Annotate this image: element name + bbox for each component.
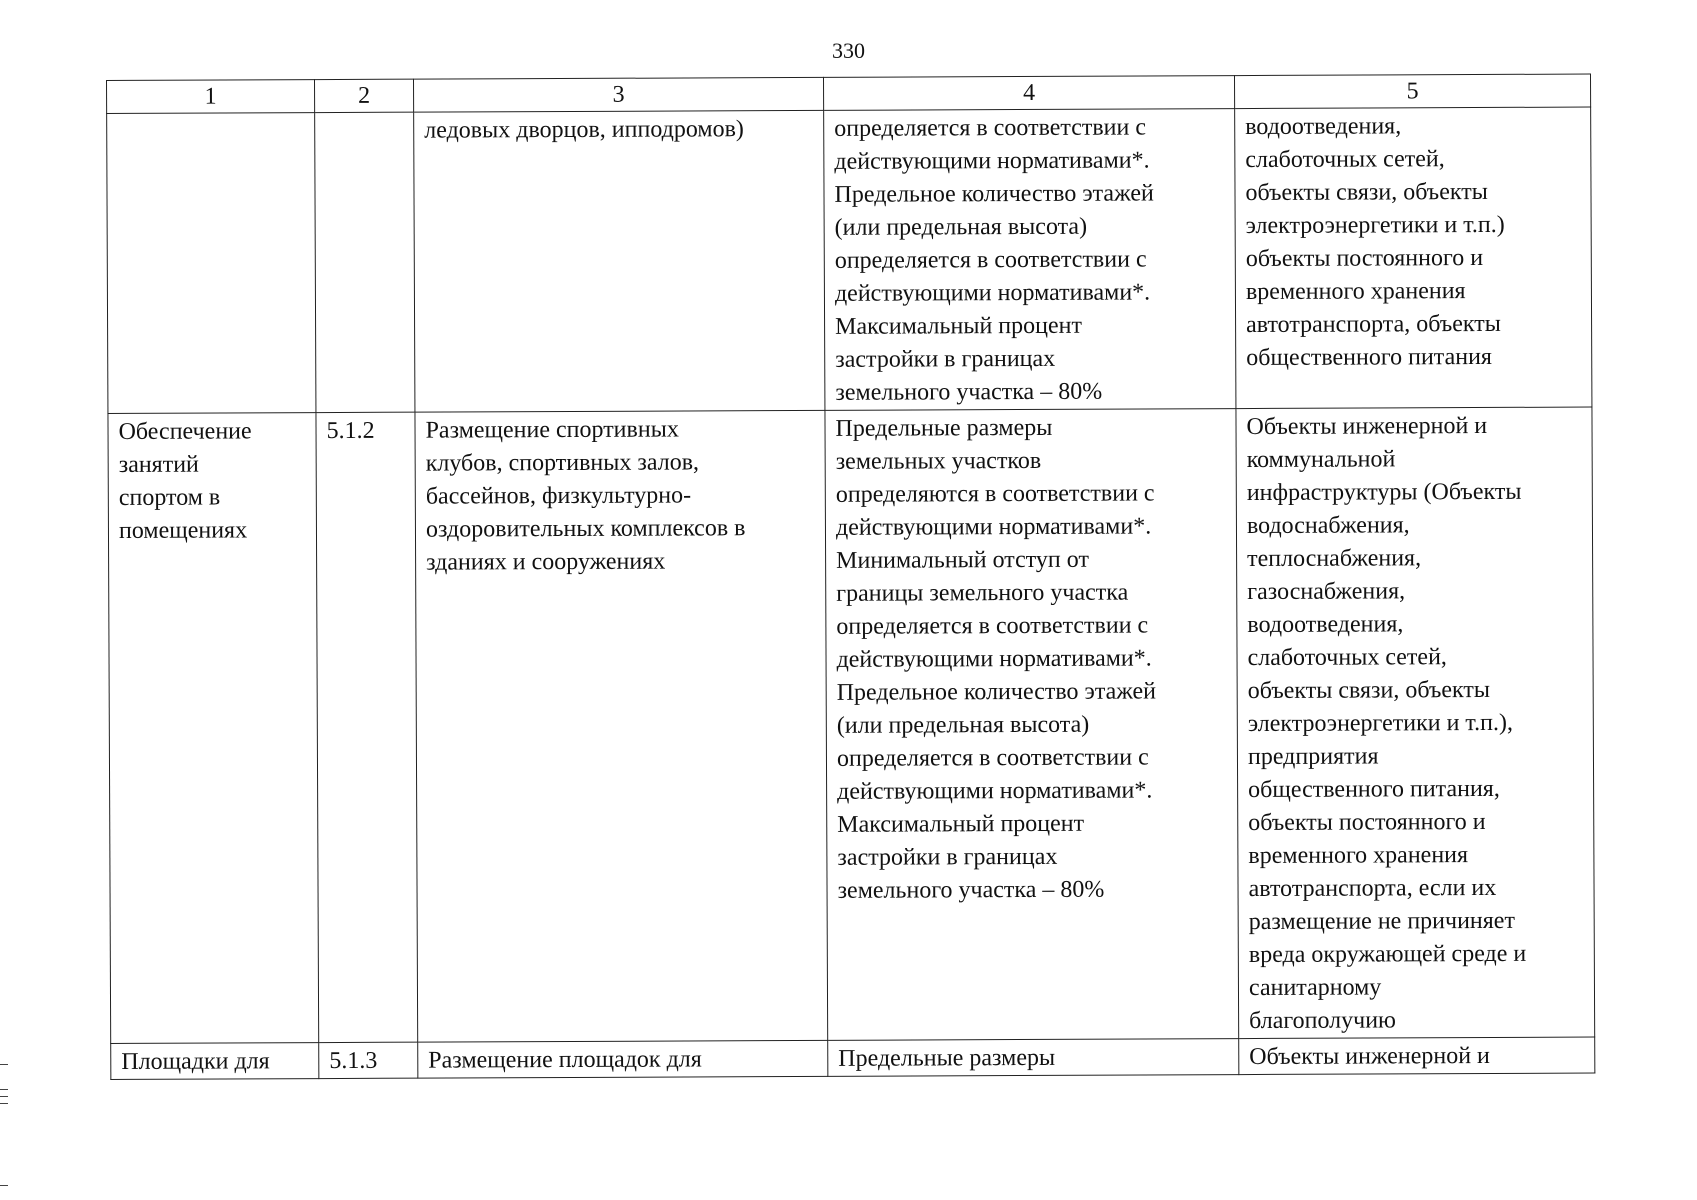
cell-auxiliary: Объекты инженерной и коммунальной инфраструктуры (Объекты водоснабжения, теплоснабжения, газоснабжения, водоотведения, слаботочных сетей, объекты связи, объекты электроэнергетики и т.п.), предприятия общественного питания, объекты постоянного и временного хранения автотранспорта, если их размещение не причиняет вреда окружающей среде и санитарному благополучию <box>1236 407 1595 1039</box>
cell-description: ледовых дворцов, ипподромов) <box>414 110 825 412</box>
cell-parameters: определяется в соответствии с действующими нормативами*. Предельное количество этажей (или предельная высота) определяется в соответствии с действующими нормативами*. Максимальный процент застройки в границах земельного участка – 80% <box>824 109 1236 411</box>
cell-description: Размещение площадок для <box>418 1040 828 1078</box>
header-col-1: 1 <box>107 80 315 114</box>
header-col-5: 5 <box>1234 74 1590 109</box>
table-row <box>111 1037 1595 1079</box>
table-row <box>108 407 1595 1043</box>
cell-parameters: Предельные размеры земельных участков определяются в соответствии с действующими нормативами*. Минимальный отступ от границы земельного участка определяется в соответствии с действующими нормативами*. Предельное количество этажей (или предельная высота) определяется в соответствии с действующими нормативами*. Максимальный процент застройки в границах земельного участка – 80% <box>825 409 1239 1041</box>
header-col-4: 4 <box>823 76 1234 111</box>
margin-mark <box>0 1089 8 1090</box>
margin-mark <box>0 1185 8 1186</box>
cell-parameters: Предельные размеры <box>828 1039 1239 1077</box>
table-row <box>107 107 1592 413</box>
margin-mark <box>0 1064 8 1065</box>
cell-auxiliary: водоотведения, слаботочных сетей, объекты связи, объекты электроэнергетики и т.п.) объекты постоянного и временного хранения автотранспорта, объекты общественного питания <box>1235 107 1592 409</box>
margin-mark <box>0 1103 8 1104</box>
cell-code: 5.1.2 <box>316 412 418 1042</box>
cell-name: Площадки для <box>111 1043 319 1080</box>
cell-code: 5.1.3 <box>319 1042 418 1078</box>
cell-name <box>107 113 316 414</box>
zoning-table <box>106 74 1595 1080</box>
cell-description: Размещение спортивных клубов, спортивных залов, бассейнов, физкультурно- оздоровительных комплексов в зданиях и сооружениях <box>415 410 828 1042</box>
header-col-2: 2 <box>315 79 414 112</box>
cell-auxiliary: Объекты инженерной и <box>1239 1037 1595 1075</box>
header-col-3: 3 <box>413 77 823 112</box>
cell-code <box>315 112 415 412</box>
page-number: 330 <box>832 38 865 63</box>
margin-mark <box>0 1096 8 1097</box>
cell-name: Обеспечение занятий спортом в помещениях <box>108 413 319 1044</box>
